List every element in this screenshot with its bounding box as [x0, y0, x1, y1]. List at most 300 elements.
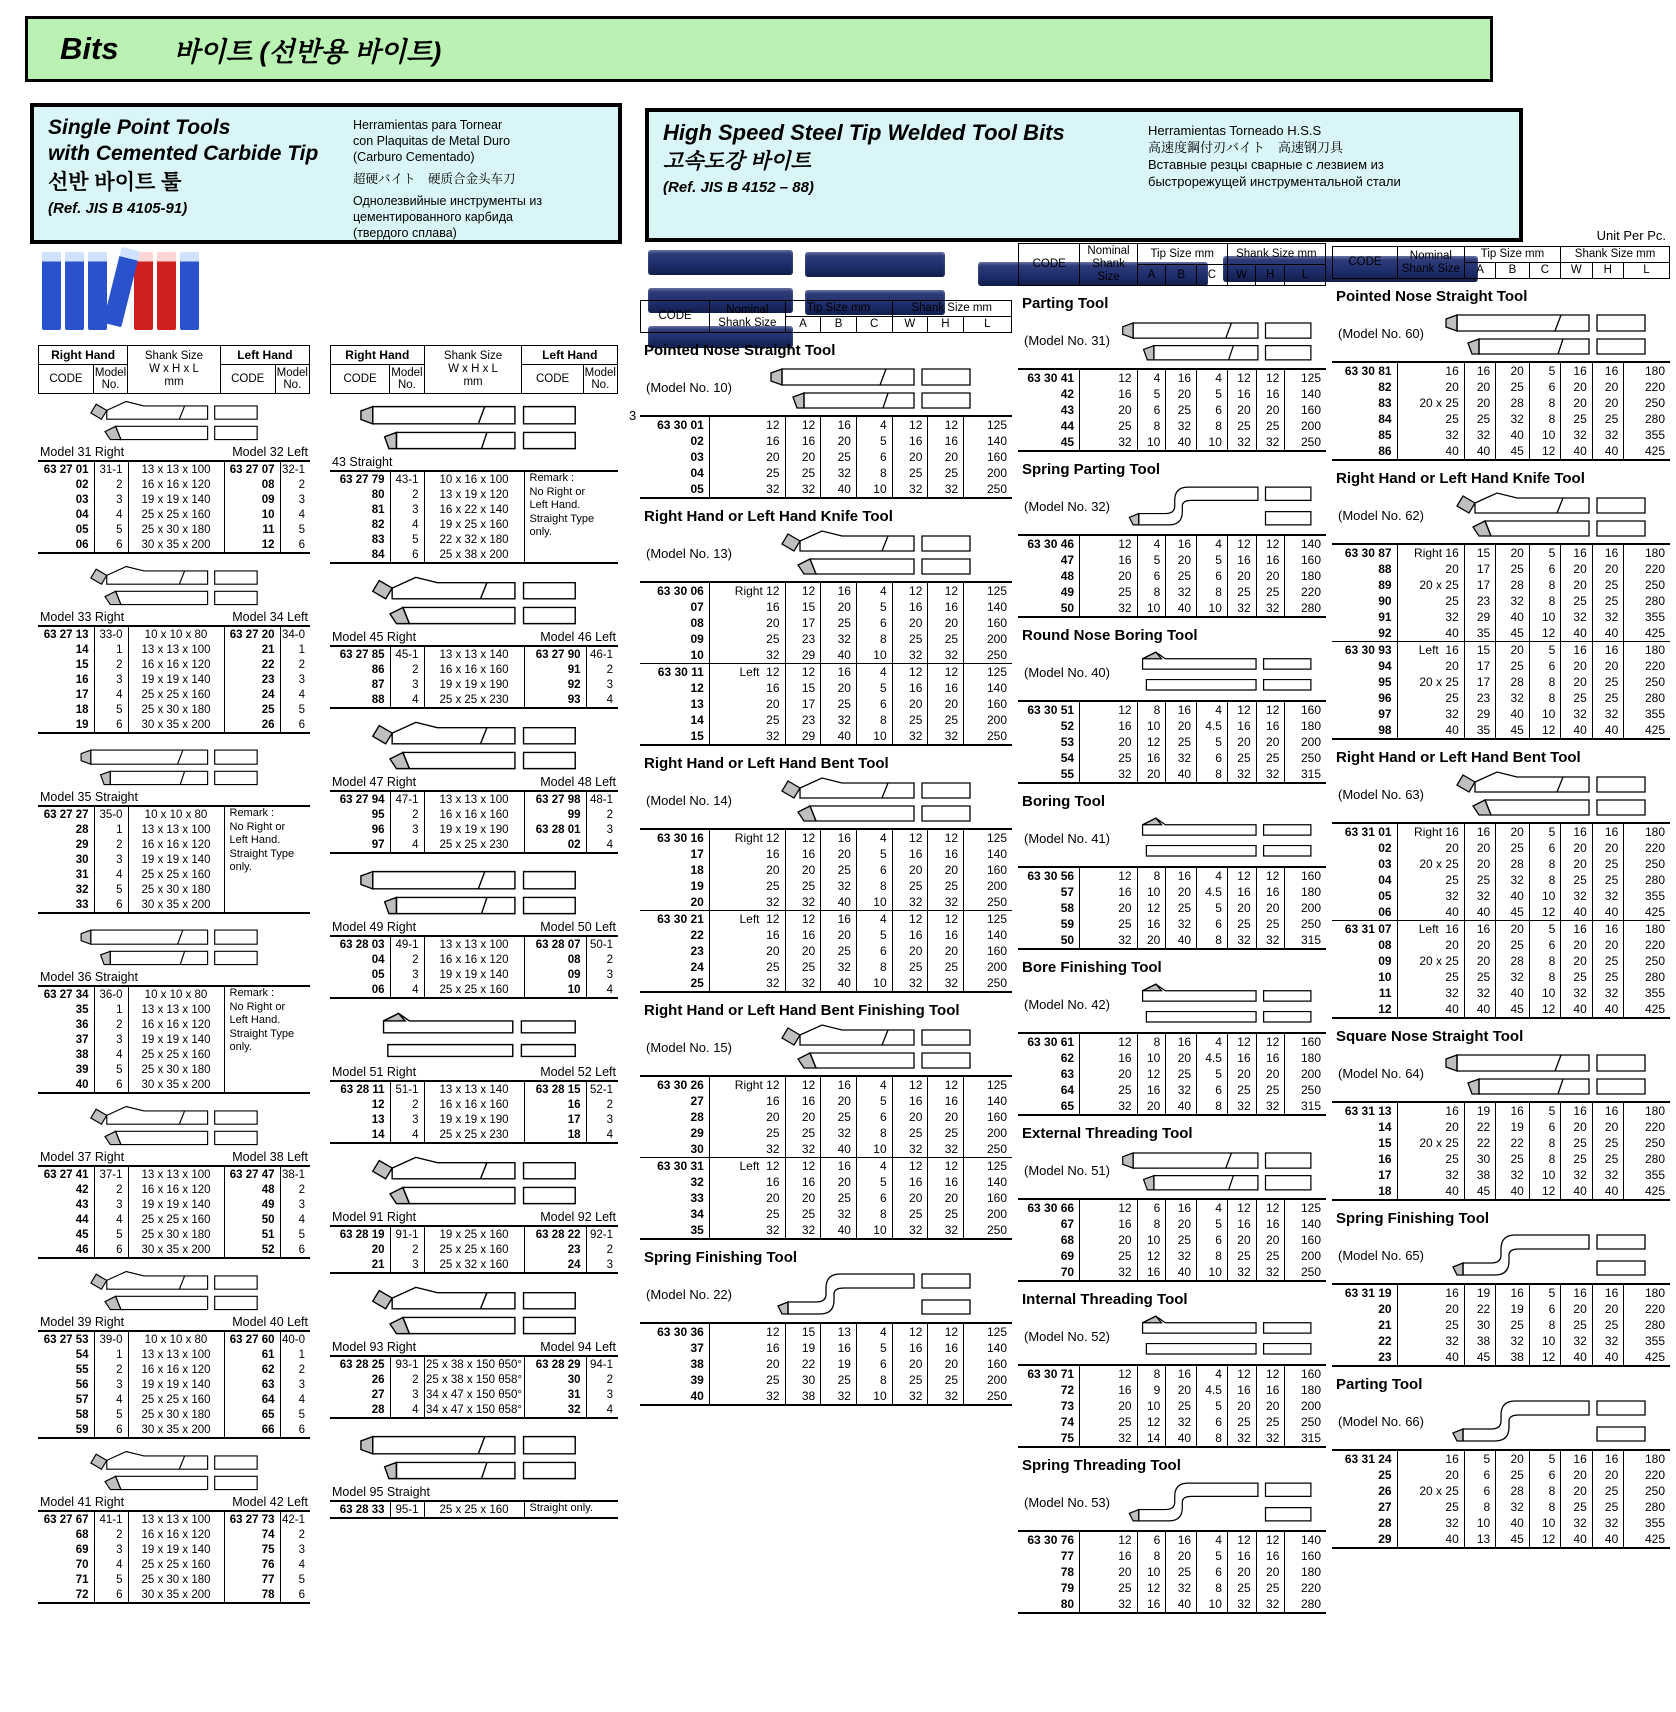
table-row	[38, 1227, 310, 1242]
section-meta	[1332, 768, 1670, 820]
table-cell: 40	[1397, 1531, 1464, 1548]
table-row	[1018, 584, 1326, 600]
table-row	[330, 982, 618, 998]
table-cell: 20	[1592, 1301, 1623, 1317]
table-cell: 12	[1256, 867, 1285, 884]
remark-line: No Right or	[229, 1000, 286, 1013]
table-row	[1018, 1248, 1326, 1264]
table-cell: 32	[1561, 888, 1592, 904]
table-cell: 8	[1529, 674, 1560, 690]
table-cell: 12	[1137, 900, 1166, 916]
table-cell: 25	[1592, 872, 1623, 888]
table-cell: 16	[709, 680, 785, 696]
table-cell: 15	[785, 1323, 821, 1340]
table-cell: 280	[1285, 1596, 1326, 1613]
table-cell: 19	[75, 718, 89, 731]
table-cell: 40	[1592, 1531, 1623, 1548]
spec-table	[38, 460, 310, 554]
table-cell: 20	[371, 1243, 385, 1256]
table-body	[1332, 921, 1670, 1019]
table-cell: 6	[94, 717, 128, 733]
table-cell: 63 30 56	[1027, 869, 1075, 883]
model-label-left: Model 94 Left	[540, 1340, 616, 1354]
table-cell: 32	[1227, 1098, 1256, 1115]
table-cell: 28	[1496, 674, 1530, 690]
table-cell: 32	[1592, 1333, 1623, 1349]
table-cell: 20	[1464, 953, 1495, 969]
table-cell: 19 x 19 x 190	[424, 822, 524, 837]
table-row	[38, 1347, 310, 1362]
spec-table	[1018, 866, 1326, 950]
table-cell: 41-1	[94, 1511, 128, 1527]
model-number-label: (Model No. 63)	[1338, 786, 1424, 802]
table-cell: 20	[1256, 734, 1285, 750]
table-cell: 32	[1256, 1430, 1285, 1447]
model-block	[330, 1153, 618, 1274]
table-cell: 5	[1529, 1450, 1560, 1467]
table-cell: 32-1	[280, 461, 310, 477]
table-cell: 3	[586, 1112, 618, 1127]
table-cell: 91-1	[390, 1226, 424, 1242]
table-cell: 95	[371, 808, 385, 821]
table-cell: 40	[1561, 1001, 1592, 1018]
table-row	[38, 1527, 310, 1542]
table-cell: 250	[964, 975, 1012, 992]
table-cell: 16	[1080, 1382, 1137, 1398]
table-cell: 29	[1464, 609, 1495, 625]
column-header-cell: Model No.	[390, 365, 424, 394]
table-cell: 63 28 15	[524, 1081, 586, 1097]
table-cell: 17	[1464, 658, 1495, 674]
table-cell: 40	[1592, 1001, 1623, 1018]
table-cell: 10	[1529, 1333, 1560, 1349]
table-cell: 40	[1561, 1531, 1592, 1548]
table-row	[1018, 867, 1326, 884]
table-cell: 16	[709, 433, 785, 449]
table-cell: 5	[856, 680, 892, 696]
table-cell: 19 x 19 x 140	[128, 492, 224, 507]
table-cell: 32	[1592, 609, 1623, 625]
table-cell: 25	[1166, 1232, 1197, 1248]
model-label-left: Model 40 Left	[232, 1315, 308, 1329]
table-cell: 25	[928, 959, 964, 975]
table-cell: 425	[1624, 1183, 1670, 1200]
table-cell: 04	[75, 508, 89, 521]
table-cell: 16	[928, 1340, 964, 1356]
table-cell: 25	[1397, 1317, 1464, 1333]
table-cell: 63 30 41	[1027, 371, 1075, 385]
table-cell: 13	[821, 1323, 857, 1340]
model-label-right: Model 93 Right	[332, 1340, 417, 1354]
table-cell: 58	[1060, 901, 1075, 915]
table-cell: 6	[94, 1077, 128, 1093]
banner-title: Bits	[60, 31, 119, 66]
carbide-ru-line: цементированного карбида	[353, 210, 513, 224]
table-cell: 5	[1137, 386, 1166, 402]
tool-section	[1332, 1028, 1670, 1201]
table-cell: 20	[709, 862, 785, 878]
table-cell: 25 x 32 x 160	[424, 1257, 524, 1273]
table-row	[1018, 1430, 1326, 1447]
table-cell: 12	[1529, 1183, 1560, 1200]
table-cell: 20	[1166, 552, 1197, 568]
table-cell: 18	[1378, 1184, 1392, 1198]
model-label-left: Model 32 Left	[232, 445, 308, 459]
table-cell: 99	[524, 807, 586, 822]
table-cell: 4	[856, 582, 892, 599]
remark-cell	[524, 471, 618, 563]
table-cell: 25	[892, 631, 928, 647]
table-cell: 25	[709, 1125, 785, 1141]
table-cell: 16 x 16 x 160	[424, 1097, 524, 1112]
table-cell: 20	[1592, 1119, 1623, 1135]
table-cell: 33-0	[94, 626, 128, 642]
column-header-cell: Right Hand	[39, 346, 128, 365]
table-cell: 12	[1080, 1365, 1137, 1382]
section-title: Bore Finishing Tool	[1022, 959, 1162, 976]
table-row	[1018, 1033, 1326, 1050]
table-cell: 25 x 38 x 150 θ50°	[424, 1356, 524, 1372]
table-cell: 35-0	[94, 806, 128, 822]
table-cell: 3	[390, 677, 424, 692]
section-meta	[640, 1021, 1012, 1073]
table-cell: 16 x 16 x 160	[424, 662, 524, 677]
table-cell: 25	[1080, 418, 1137, 434]
table-cell: 25	[1496, 379, 1530, 395]
table-cell: 40	[1166, 932, 1197, 949]
table-cell: 12	[1227, 1199, 1256, 1216]
table-cell: 31	[75, 868, 89, 881]
column-header-cell: H	[928, 317, 964, 333]
spec-table	[1018, 534, 1326, 618]
table-cell: 160	[964, 1356, 1012, 1372]
table-cell: 32	[1227, 932, 1256, 949]
spec-table	[1332, 822, 1670, 1019]
table-body	[1332, 1450, 1670, 1548]
table-cell: 2	[94, 1527, 128, 1542]
table-cell: 03	[75, 493, 89, 506]
table-cell: 25	[1496, 1151, 1530, 1167]
remark-line: No Right or	[529, 485, 586, 498]
table-body	[640, 582, 1012, 664]
section-title: Right Hand or Left Hand Bent Tool	[644, 755, 889, 772]
table-cell: 32	[892, 1388, 928, 1405]
straight-tool-drawing	[740, 361, 1012, 413]
header-row	[331, 346, 618, 365]
table-cell: 140	[964, 927, 1012, 943]
table-body	[640, 664, 1012, 746]
table-cell: 40	[1166, 1596, 1197, 1613]
table-row	[330, 471, 618, 487]
table-cell: 16	[1166, 535, 1197, 552]
table-cell: 92	[1378, 626, 1392, 640]
model-number-label: (Model No. 53)	[1024, 1494, 1110, 1510]
column-header-cell: A	[1464, 263, 1495, 279]
table-cell: 12	[1227, 535, 1256, 552]
table-row	[38, 1557, 310, 1572]
table-cell: 52	[1060, 719, 1075, 733]
table-cell: 250	[1285, 1264, 1326, 1281]
table-cell: 25	[892, 959, 928, 975]
table-cell: 16	[1464, 921, 1495, 938]
table-cell: 20	[1397, 1467, 1464, 1483]
table-cell: 40	[1561, 1349, 1592, 1366]
table-cell: 30	[75, 853, 89, 866]
hss-column-header	[640, 300, 1012, 333]
table-cell: 5	[1529, 362, 1560, 379]
section-meta	[1018, 1310, 1326, 1362]
table-cell: 4	[586, 1127, 618, 1143]
table-cell: 22	[1378, 1334, 1392, 1348]
column-header-cell: H	[1256, 265, 1285, 286]
table-cell: 63 30 31	[640, 1158, 709, 1175]
table-cell: 4	[1197, 701, 1228, 718]
table-cell: 02	[690, 434, 704, 448]
table-cell: 20	[1080, 734, 1137, 750]
column-header-cell: Shank Size mm	[892, 301, 1012, 317]
model-number-label: (Model No. 66)	[1338, 1413, 1424, 1429]
model-number-label: (Model No. 40)	[1024, 664, 1110, 680]
table-cell: 32	[1592, 706, 1623, 722]
table-cell: 32	[821, 878, 857, 894]
table-cell: 3	[94, 1377, 128, 1392]
table-cell: 32	[1592, 985, 1623, 1001]
table-cell: 63 27 94	[339, 793, 385, 806]
table-cell: 20	[1166, 1382, 1197, 1398]
table-cell: 20	[1137, 932, 1166, 949]
table-cell: 30	[524, 1372, 586, 1387]
table-cell: 5	[94, 1407, 128, 1422]
table-cell: 82	[1378, 380, 1392, 394]
table-cell: 8	[1137, 1548, 1166, 1564]
table-row	[640, 862, 1012, 878]
table-cell: 74	[1060, 1415, 1075, 1429]
table-cell: 10	[690, 648, 704, 662]
table-cell: 2	[390, 952, 424, 967]
table-cell: 26	[371, 1373, 385, 1386]
table-cell: 20 x 25	[1397, 953, 1464, 969]
section-title: Parting Tool	[1022, 295, 1109, 312]
table-cell: 17	[1464, 674, 1495, 690]
table-row	[1332, 1531, 1670, 1548]
table-cell: 35	[690, 1223, 704, 1237]
table-cell: 10	[1137, 1232, 1166, 1248]
table-cell: 49	[224, 1197, 280, 1212]
table-cell: 25	[709, 1372, 785, 1388]
table-cell: 5	[280, 1227, 310, 1242]
table-row	[38, 1166, 310, 1182]
table-row	[1018, 701, 1326, 718]
header-row	[1019, 244, 1326, 265]
table-cell: 19 x 19 x 190	[424, 1112, 524, 1127]
table-row	[640, 846, 1012, 862]
table-cell: 37	[690, 1341, 704, 1355]
table-row	[640, 1372, 1012, 1388]
table-cell: 5	[856, 1174, 892, 1190]
table-cell: 25 x 25 x 160	[128, 1557, 224, 1572]
model-block	[330, 718, 618, 854]
spec-table	[330, 470, 618, 564]
table-cell: 12	[1137, 734, 1166, 750]
table-cell: 12	[224, 537, 280, 553]
table-row	[1332, 1483, 1670, 1499]
table-cell: 20	[1166, 1548, 1197, 1564]
table-cell: 16	[821, 664, 857, 681]
model-number-label: (Model No. 22)	[646, 1286, 732, 1302]
table-cell: 78	[224, 1587, 280, 1603]
model-labels	[332, 920, 616, 934]
table-row	[1018, 1098, 1326, 1115]
table-cell: 20	[1397, 1119, 1464, 1135]
table-row	[38, 642, 310, 657]
model-labels	[40, 970, 308, 984]
table-cell: 18	[690, 863, 704, 877]
carbide-column-header	[330, 345, 618, 394]
table-cell: 6	[1197, 1414, 1228, 1430]
table-cell: 250	[964, 728, 1012, 745]
table-cell: 13 x 13 x 100	[128, 1347, 224, 1362]
table-cell: 4	[856, 829, 892, 846]
table-cell: 10 x 10 x 80	[128, 1331, 224, 1347]
table-cell: 63 30 46	[1027, 537, 1075, 551]
table-cell: 250	[1624, 577, 1670, 593]
table-cell: 3	[390, 502, 424, 517]
table-cell: 34	[690, 1207, 704, 1221]
table-cell: 180	[1624, 1450, 1670, 1467]
table-cell: 40	[821, 647, 857, 664]
table-cell: 355	[1624, 888, 1670, 904]
table-cell: 32	[1080, 932, 1137, 949]
carbide-cjk-line: 超硬バイト 硬质合金头车刀	[353, 172, 516, 186]
table-cell: 16	[1227, 386, 1256, 402]
column-header-cell: L	[1623, 263, 1669, 279]
table-cell: 16	[1080, 1548, 1137, 1564]
table-cell: 8	[1197, 584, 1228, 600]
table-cell: 63 27 34	[43, 988, 89, 1001]
table-cell: 160	[1285, 1365, 1326, 1382]
table-cell: 98	[1378, 723, 1392, 737]
table-row	[1018, 552, 1326, 568]
table-cell: 28	[690, 1110, 704, 1124]
table-cell: 20	[1592, 658, 1623, 674]
table-cell: 16	[892, 846, 928, 862]
table-cell: 16	[892, 1093, 928, 1109]
section-meta	[1018, 1144, 1326, 1196]
table-cell: 20	[1496, 544, 1530, 561]
table-cell: 16 x 16 x 120	[128, 1362, 224, 1377]
table-cell: 32	[821, 1206, 857, 1222]
table-cell: 6	[280, 717, 310, 733]
table-row	[640, 647, 1012, 664]
table-cell: 25	[1080, 1414, 1137, 1430]
table-cell: 23	[524, 1242, 586, 1257]
table-cell: 25 x 25 x 230	[424, 1127, 524, 1143]
table-cell: 83	[1378, 396, 1392, 410]
table-cell: 32	[1592, 888, 1623, 904]
table-cell: 16	[1166, 1033, 1197, 1050]
table-cell: 13 x 13 x 100	[424, 936, 524, 952]
table-row	[330, 1257, 618, 1273]
table-cell: 38	[785, 1388, 821, 1405]
table-cell: 4	[1197, 1531, 1228, 1548]
table-cell: 16	[785, 433, 821, 449]
table-cell: 8	[1197, 1430, 1228, 1447]
table-cell: 32	[1080, 1596, 1137, 1613]
table-cell: 220	[1624, 1119, 1670, 1135]
table-cell: 12	[928, 1158, 964, 1175]
table-cell: 10 x 10 x 80	[128, 626, 224, 642]
table-cell: 12	[1080, 1199, 1137, 1216]
table-cell: 16	[1137, 1264, 1166, 1281]
table-row	[1018, 1232, 1326, 1248]
hss-ru-line: Вставные резцы сварные с лезвием из	[1148, 157, 1384, 172]
table-row	[1332, 593, 1670, 609]
table-cell: 63 31 13	[1344, 1104, 1392, 1118]
table-cell: 16	[1166, 369, 1197, 386]
table-row	[330, 1372, 618, 1387]
table-cell: 220	[1624, 658, 1670, 674]
table-cell: 3	[280, 1377, 310, 1392]
table-cell: 4	[1197, 1365, 1228, 1382]
table-cell: 40	[1496, 427, 1530, 443]
table-cell: 25	[1561, 1317, 1592, 1333]
table-cell: 25	[785, 878, 821, 894]
header-line: W x H x L	[448, 363, 498, 375]
table-cell: 15	[785, 599, 821, 615]
bent-tool-drawing	[38, 563, 310, 609]
table-cell: 20	[1256, 568, 1285, 584]
carbide-ref: (Ref. JIS B 4105-91)	[48, 200, 188, 217]
table-cell: 16	[785, 1093, 821, 1109]
table-cell: 4	[856, 1076, 892, 1093]
table-cell: Right 16	[1397, 823, 1464, 840]
table-cell: 68	[1060, 1233, 1075, 1247]
table-cell: 1	[94, 822, 128, 837]
table-cell: 20	[928, 1356, 964, 1372]
table-cell: 50	[1060, 933, 1075, 947]
table-row	[640, 829, 1012, 846]
table-cell: 20	[1592, 561, 1623, 577]
table-cell: 28	[1496, 395, 1530, 411]
table-cell: 140	[964, 599, 1012, 615]
table-cell: 12	[1080, 1531, 1137, 1548]
table-cell: 160	[1285, 552, 1326, 568]
table-cell: 40	[1592, 1183, 1623, 1200]
table-cell: 16	[1227, 552, 1256, 568]
table-cell: 180	[1285, 568, 1326, 584]
table-cell: 16	[821, 1076, 857, 1093]
section-title: Boring Tool	[1022, 793, 1106, 810]
table-cell: 8	[1529, 1151, 1560, 1167]
table-cell: 16	[1227, 1382, 1256, 1398]
table-cell: 16	[1166, 867, 1197, 884]
tool-section	[1018, 1457, 1326, 1614]
table-cell: 32	[785, 975, 821, 992]
table-row	[1332, 856, 1670, 872]
table-cell: 25	[928, 712, 964, 728]
table-cell: 12	[1080, 535, 1137, 552]
table-cell: 12	[1227, 701, 1256, 718]
table-cell: 29	[1378, 1532, 1392, 1546]
section-meta	[1332, 307, 1670, 359]
table-cell: 19 x 19 x 140	[128, 1032, 224, 1047]
table-cell: 20	[1592, 840, 1623, 856]
spring-tool-drawing	[1118, 480, 1326, 532]
table-cell: 25	[1378, 1468, 1392, 1482]
model-labels	[40, 1315, 308, 1329]
table-cell: 25	[1561, 411, 1592, 427]
table-cell: 63 30 87	[1344, 546, 1392, 560]
